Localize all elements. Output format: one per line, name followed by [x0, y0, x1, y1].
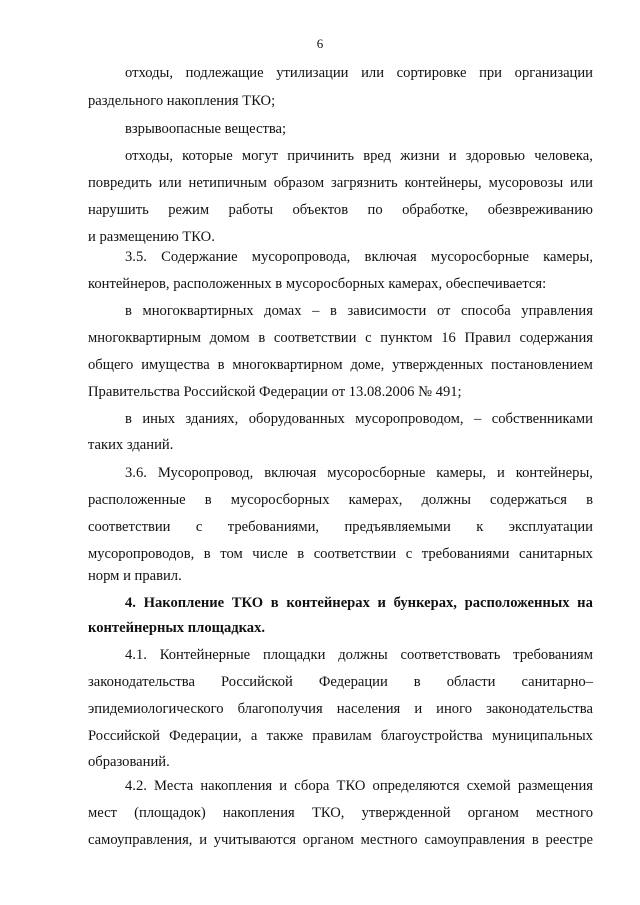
- word: собственниками: [491, 411, 593, 427]
- word: домах: [264, 303, 302, 319]
- section-heading: контейнерных площадках.: [88, 620, 266, 636]
- word: местного: [360, 832, 418, 848]
- word: или: [570, 175, 593, 191]
- word: должны: [338, 647, 388, 663]
- word: отходы,: [125, 148, 173, 164]
- word: мусоровозы: [488, 175, 564, 191]
- word: определяются: [372, 778, 460, 794]
- word: сбора: [294, 778, 330, 794]
- word: и: [199, 832, 207, 848]
- paragraph-line: норм и правил.: [88, 568, 182, 584]
- word: расположенных: [464, 595, 570, 611]
- word: соответствии: [313, 546, 397, 562]
- paragraph-line: [125, 410, 593, 428]
- word: в: [125, 303, 132, 319]
- word: обработке,: [402, 202, 469, 218]
- word: области: [446, 674, 496, 690]
- word: нетипичным: [188, 175, 267, 191]
- word: правилам: [312, 728, 372, 744]
- word: человека,: [534, 148, 593, 164]
- word: площадки: [262, 647, 326, 663]
- word: 4.2.: [125, 778, 147, 794]
- word: утилизации: [276, 65, 349, 81]
- word: сортировке: [396, 65, 467, 81]
- word: контейнеры,: [515, 465, 593, 481]
- word: благополучия: [237, 701, 323, 717]
- word: зданиях,: [185, 411, 239, 427]
- word: контейнеры,: [404, 175, 482, 191]
- word: мусоропроводом,: [355, 411, 464, 427]
- word: при: [479, 65, 502, 81]
- word: причинить: [287, 148, 354, 164]
- word: имущества: [141, 357, 210, 373]
- word: органом: [467, 805, 519, 821]
- word: способа: [461, 303, 511, 319]
- word: работы: [228, 202, 274, 218]
- word: учитываются: [213, 832, 297, 848]
- word: предъявляемыми: [344, 519, 451, 535]
- word: домом: [209, 330, 250, 346]
- paragraph-line: таких зданий.: [88, 437, 174, 453]
- word: загрязнить: [331, 175, 398, 191]
- word: пунктом: [380, 330, 433, 346]
- word: содержания: [519, 330, 593, 346]
- word: образом: [273, 175, 325, 191]
- word: включая: [264, 465, 317, 481]
- word: требованиям: [513, 647, 593, 663]
- paragraph-line: [125, 64, 593, 82]
- word: реестре: [545, 832, 593, 848]
- word: местного: [536, 805, 593, 821]
- word: и: [497, 465, 505, 481]
- paragraph-line: [88, 831, 593, 849]
- word: объектов: [292, 202, 349, 218]
- word: санитарно–: [521, 674, 593, 690]
- word: Мусоропровод,: [157, 465, 254, 481]
- word: в: [217, 357, 225, 373]
- word: в: [413, 674, 421, 690]
- paragraph-line: [88, 491, 593, 509]
- word: доме,: [350, 357, 385, 373]
- word: –: [312, 303, 320, 319]
- word: соответствии: [88, 519, 171, 535]
- word: –: [474, 411, 482, 427]
- word: к: [476, 519, 484, 535]
- word: мусоросборных: [230, 492, 330, 508]
- word: оборудованных: [248, 411, 345, 427]
- word: Места: [154, 778, 194, 794]
- word: мусоросборные: [327, 465, 426, 481]
- word: самоуправления,: [88, 832, 193, 848]
- word: законодательства: [486, 701, 593, 717]
- word: которые: [182, 148, 233, 164]
- word: (площадок): [134, 805, 206, 821]
- word: требованиями,: [227, 519, 320, 535]
- paragraph-line: [88, 700, 593, 718]
- section-heading: [125, 594, 593, 612]
- paragraph-line: взрывоопасные вещества;: [125, 121, 287, 137]
- word: утвержденных: [392, 357, 484, 373]
- word: в: [297, 546, 305, 562]
- word: зависимости: [347, 303, 427, 319]
- paragraph-line: [88, 545, 593, 563]
- word: числе: [252, 546, 288, 562]
- word: 16: [441, 330, 456, 346]
- word: подлежащие: [185, 65, 264, 81]
- paragraph-line: и размещению ТКО.: [88, 229, 215, 245]
- word: мест: [88, 805, 117, 821]
- word: самоуправления: [424, 832, 526, 848]
- word: мусоропроводов,: [88, 546, 195, 562]
- word: многоквартирным: [88, 330, 201, 346]
- word: многоквартирных: [142, 303, 254, 319]
- word: муниципальных: [491, 728, 593, 744]
- paragraph-line: образований.: [88, 754, 170, 770]
- word: и: [414, 701, 423, 717]
- word: должны: [421, 492, 471, 508]
- word: камеры,: [436, 465, 487, 481]
- word: с: [405, 546, 413, 562]
- word: включая: [364, 249, 417, 265]
- word: и: [448, 148, 457, 164]
- word: в: [330, 303, 337, 319]
- word: постановлением: [491, 357, 593, 373]
- word: том: [220, 546, 243, 562]
- word: утвержденной: [361, 805, 451, 821]
- paragraph-line: [88, 804, 593, 822]
- word: управления: [521, 303, 593, 319]
- word: режим: [168, 202, 210, 218]
- word: соответствии: [273, 330, 357, 346]
- word: законодательства: [88, 674, 195, 690]
- paragraph-line: [125, 302, 593, 320]
- word: Федерации,: [169, 728, 242, 744]
- word: с: [195, 519, 203, 535]
- paragraph-line: [88, 174, 593, 192]
- word: и: [279, 778, 288, 794]
- paragraph-line: Правительства Российской Федерации от 13.08.2006 № 491;: [88, 384, 462, 400]
- paragraph-line: раздельного накопления ТКО;: [88, 93, 276, 109]
- word: благоустройства: [380, 728, 483, 744]
- word: в: [270, 595, 279, 611]
- word: расположенные: [88, 492, 186, 508]
- word: иного: [436, 701, 473, 717]
- word: общего: [88, 357, 134, 373]
- word: Накопление: [143, 595, 225, 611]
- word: или: [361, 65, 385, 81]
- word: Российской: [220, 674, 293, 690]
- word: мусоросборные: [430, 249, 529, 265]
- paragraph-line: [125, 248, 593, 266]
- word: камерах,: [348, 492, 403, 508]
- word: бункерах,: [393, 595, 457, 611]
- word: могут: [241, 148, 279, 164]
- word: Контейнерные: [159, 647, 251, 663]
- word: ТКО: [231, 595, 264, 611]
- word: а: [250, 728, 258, 744]
- paragraph-line: [88, 727, 593, 745]
- paragraph-line: [125, 464, 593, 482]
- word: органом: [302, 832, 354, 848]
- paragraph-line: [88, 673, 593, 691]
- word: вред: [363, 148, 392, 164]
- word: Федерации: [318, 674, 388, 690]
- word: на: [577, 595, 593, 611]
- word: иных: [142, 411, 176, 427]
- word: повредить: [88, 175, 152, 191]
- word: Содержание: [161, 249, 238, 265]
- word: 4.1.: [125, 647, 147, 663]
- word: эксплуатации: [508, 519, 593, 535]
- word: в: [531, 832, 539, 848]
- word: размещения: [517, 778, 593, 794]
- word: Российской: [88, 728, 160, 744]
- paragraph-line: [125, 147, 593, 165]
- paragraph-line: [125, 777, 593, 795]
- word: по: [367, 202, 383, 218]
- word: в: [586, 492, 593, 508]
- paragraph-line: [88, 356, 593, 374]
- word: накопления: [200, 778, 273, 794]
- word: требованиями: [421, 546, 510, 562]
- word: от: [436, 303, 451, 319]
- word: ТКО,: [311, 805, 345, 821]
- word: 3.5.: [125, 249, 147, 265]
- word: соответствовать: [400, 647, 501, 663]
- word: обезвреживанию: [487, 202, 593, 218]
- word: или: [158, 175, 182, 191]
- word: Правил: [464, 330, 511, 346]
- paragraph-line: [88, 518, 593, 536]
- word: эпидемиологического: [88, 701, 224, 717]
- word: также: [266, 728, 304, 744]
- word: в: [203, 546, 211, 562]
- word: отходы,: [125, 65, 173, 81]
- word: камеры,: [543, 249, 593, 265]
- word: санитарных: [518, 546, 593, 562]
- page-number: 6: [316, 36, 324, 51]
- word: и: [377, 595, 386, 611]
- word: 3.6.: [125, 465, 147, 481]
- word: 4.: [125, 595, 136, 611]
- word: населения: [336, 701, 401, 717]
- word: накопления: [222, 805, 295, 821]
- word: организации: [514, 65, 593, 81]
- word: с: [365, 330, 372, 346]
- word: нарушить: [88, 202, 149, 218]
- paragraph-line: [88, 201, 593, 219]
- paragraph-line: [125, 646, 593, 664]
- word: контейнерах: [286, 595, 370, 611]
- word: многоквартирном: [232, 357, 343, 373]
- word: схемой: [466, 778, 511, 794]
- word: здоровью: [465, 148, 526, 164]
- word: ТКО: [336, 778, 366, 794]
- word: мусоропровода,: [251, 249, 351, 265]
- word: в: [204, 492, 212, 508]
- paragraph-line: [88, 329, 593, 347]
- word: в: [258, 330, 266, 346]
- word: в: [125, 411, 132, 427]
- word: жизни: [400, 148, 440, 164]
- paragraph-line: контейнеров, расположенных в мусоросборных камерах, обеспечивается:: [88, 276, 547, 292]
- word: содержаться: [490, 492, 567, 508]
